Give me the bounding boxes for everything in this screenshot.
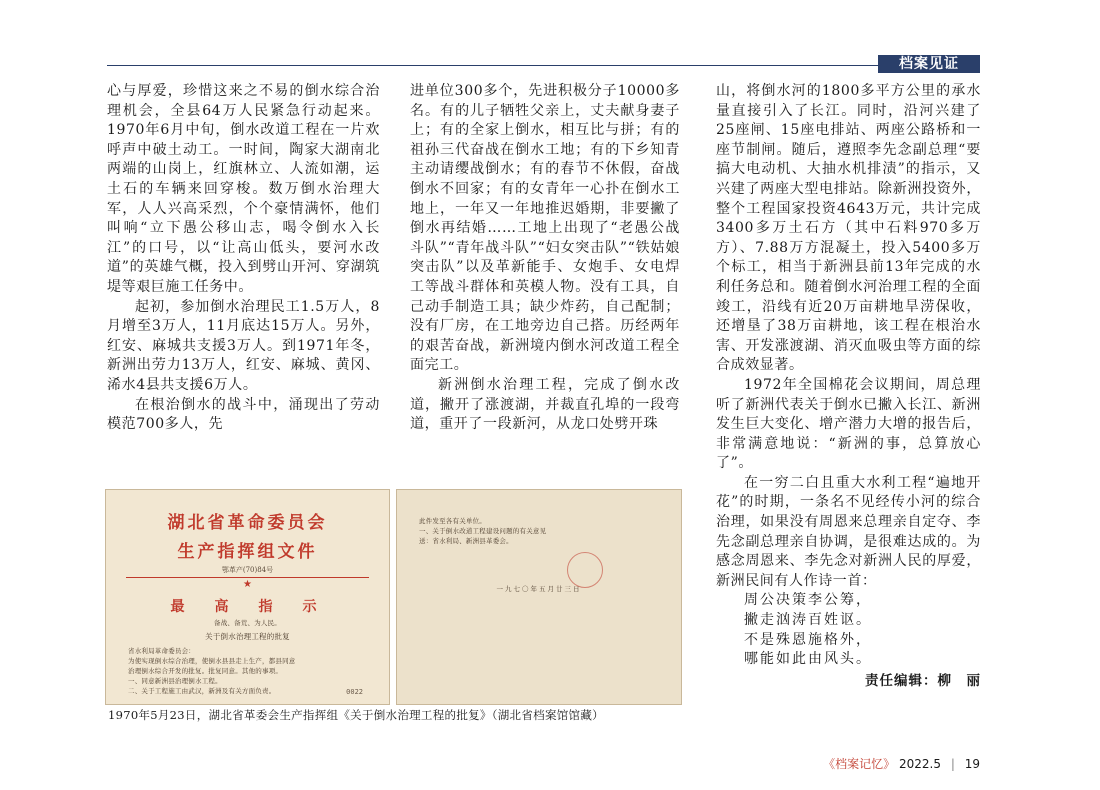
poem: [716, 591, 981, 669]
paragraph: 进单位300多个，先进积极分子10000多名。有的儿子牺牲父亲上，丈夫献身妻子上；有的全家上倒水，相互比与拼；有的祖孙三代奋战在倒水工地；有的下乡知青主动请缨战倒水；有的春节不休假，奋战倒水不回家；有的女青年一心扑在倒水工地上，一年又一年地推迟婚期，非要撇了倒水再结婚……工地上出现了“老愚公战斗队”“青年战斗队”“妇女突击队”“铁姑娘突击队”以及革新能手、女炮手、女电焊工等战斗群体和英模人物。没有工具，自己动手制造工具；缺少炸药，自己配制；没有厂房，在工地旁边自己搭。历经两年的艰苦奋战，新洲境内倒水河改道工程全面完工。: [410, 83, 680, 374]
document-number: 鄂革产(70)84号: [221, 566, 274, 574]
text-column-3: [716, 82, 981, 691]
star-icon: ★: [243, 579, 252, 590]
paragraph: 心与厚爱，珍惜这来之不易的倒水综合治理机会，全县64万人民紧急行动起来。1970年6月中旬，倒水改道工程在一片欢呼声中破土动工。一时间，陶家大湖南北两端的山岗上，红旗林立、人流如潮，运土石的车辆来回穿梭。数万倒水治理大军，人人兴高采烈，个个豪情满怀，他们叫响“立下愚公移山志，喝令倒水入长江”的口号，以“让高山低头，要河水改道”的英雄气概，投入到劈山开河、穿湖筑堤等艰巨施工任务中。: [107, 83, 380, 295]
document-line: 一、关于倒水改道工程建设问题的有关意见: [419, 527, 547, 535]
archive-document-photo-left: [105, 489, 390, 705]
document-line: 治理倒水综合开发的批复。批复同意。其他的事项。: [128, 667, 283, 675]
document-line: 省水利局革命委员会：: [128, 647, 195, 655]
text-column-2: [410, 82, 680, 435]
document-page-number: 0022: [346, 688, 363, 696]
section-tag: 档案见证: [878, 55, 980, 73]
document-quote: 备战、备荒、为人民。: [214, 619, 281, 627]
archive-document-photo-right: [396, 489, 682, 705]
figure-caption: 1970年5月23日，湖北省革委会生产指挥组《关于倒水治理工程的批复》（湖北省档案馆馆藏）: [108, 708, 604, 722]
document-line: 为使实现倒水综合治理，使倒水县县走上生产，都县同意: [128, 657, 296, 665]
paragraph: 起初，参加倒水治理民工1.5万人，8月增至3万人，11月底达15万人。另外，红安、麻城共支援3万人。到1971年冬，新洲出劳力13万人，红安、麻城、黄冈、浠水4县共支援6万人。: [107, 298, 380, 393]
document-line: 一、同意新洲县治理倒水工程。: [128, 677, 222, 685]
document-zhishi: 最 高 指 示: [170, 599, 325, 615]
editor-credit: 责任编辑：柳 丽: [865, 672, 981, 689]
paragraph: 在一穷二白且重大水利工程“遍地开花”的时期，一条名不见经传小河的综合治理，如果没有周恩来总理亲自定夺、李先念副总理亲自协调，是很难达成的。为感念周恩来、李先念对新洲人民的厚爱，新洲民间有人作诗一首：: [716, 474, 981, 589]
paragraph: 在根治倒水的战斗中，涌现出了劳动模范700多人，先: [107, 396, 380, 433]
paragraph: 1972年全国棉花会议期间，周总理听了新洲代表关于倒水已撇入长江、新洲发生巨大变化、增产潜力大增的报告后，非常满意地说：“新洲的事，总算放心了”。: [716, 376, 981, 472]
journal-name: 《档案记忆》: [823, 757, 896, 771]
issue-number: 2022.5: [899, 757, 942, 771]
red-seal-stamp: [567, 552, 603, 588]
document-title-line1: 湖北省革命委员会: [167, 513, 328, 533]
paragraph: 新洲倒水治理工程，完成了倒水改道，撇开了涨渡湖，并裁直孔埠的一段弯道，重开了一段新河，从龙口处劈开珠: [410, 376, 680, 433]
footer-separator: |: [950, 757, 955, 771]
page-number: 19: [964, 757, 980, 771]
paragraph: 山，将倒水河的1800多平方公里的承水量直接引入了长江。同时，沿河兴建了25座闸、15座电排站、两座公路桥和一座节制闸。随后，遵照李先念副总理“要搞大电动机、大抽水机排渍”的指示，又兴建了两座大型电排站。除新洲投资外，整个工程国家投资4643万元，共计完成3400多万土石方（其中石料970多万方）、7.88万方混凝土，投入5400多万个标工，相当于新洲县前13年完成的水利任务总和。随着倒水河治理工程的全面竣工，沿线有近20万亩耕地旱涝保收，还增垦了38万亩耕地，该工程在根治水害、开发涨渡湖、消灭血吸虫等方面的综合成效显著。: [716, 83, 981, 374]
document-subject: 关于倒水治理工程的批复: [205, 632, 290, 641]
header-rule: [107, 65, 979, 66]
document-date: 一九七〇年五月廿三日: [496, 585, 582, 593]
document-line: 此件发至各有关单位。: [419, 517, 486, 525]
poem-line: 哪能如此由风头。: [744, 651, 872, 668]
text-column-1: [107, 82, 380, 435]
page-footer: [760, 755, 980, 772]
document-body: [397, 516, 681, 546]
poem-line: 撇走汹涛百姓讴。: [744, 612, 872, 629]
document-line: 二、关于工程施工由武汉，新洲及有关方面负责。: [128, 687, 276, 695]
poem-line: 不是殊恩施格外，: [744, 631, 872, 648]
document-line: 送：省水利局、新洲县革委会。: [419, 537, 513, 545]
column-3-paragraphs: [716, 82, 981, 591]
poem-line: 周公决策李公筹，: [744, 592, 872, 609]
document-title-line2: 生产指挥组文件: [177, 542, 318, 562]
red-rule: [126, 577, 369, 578]
